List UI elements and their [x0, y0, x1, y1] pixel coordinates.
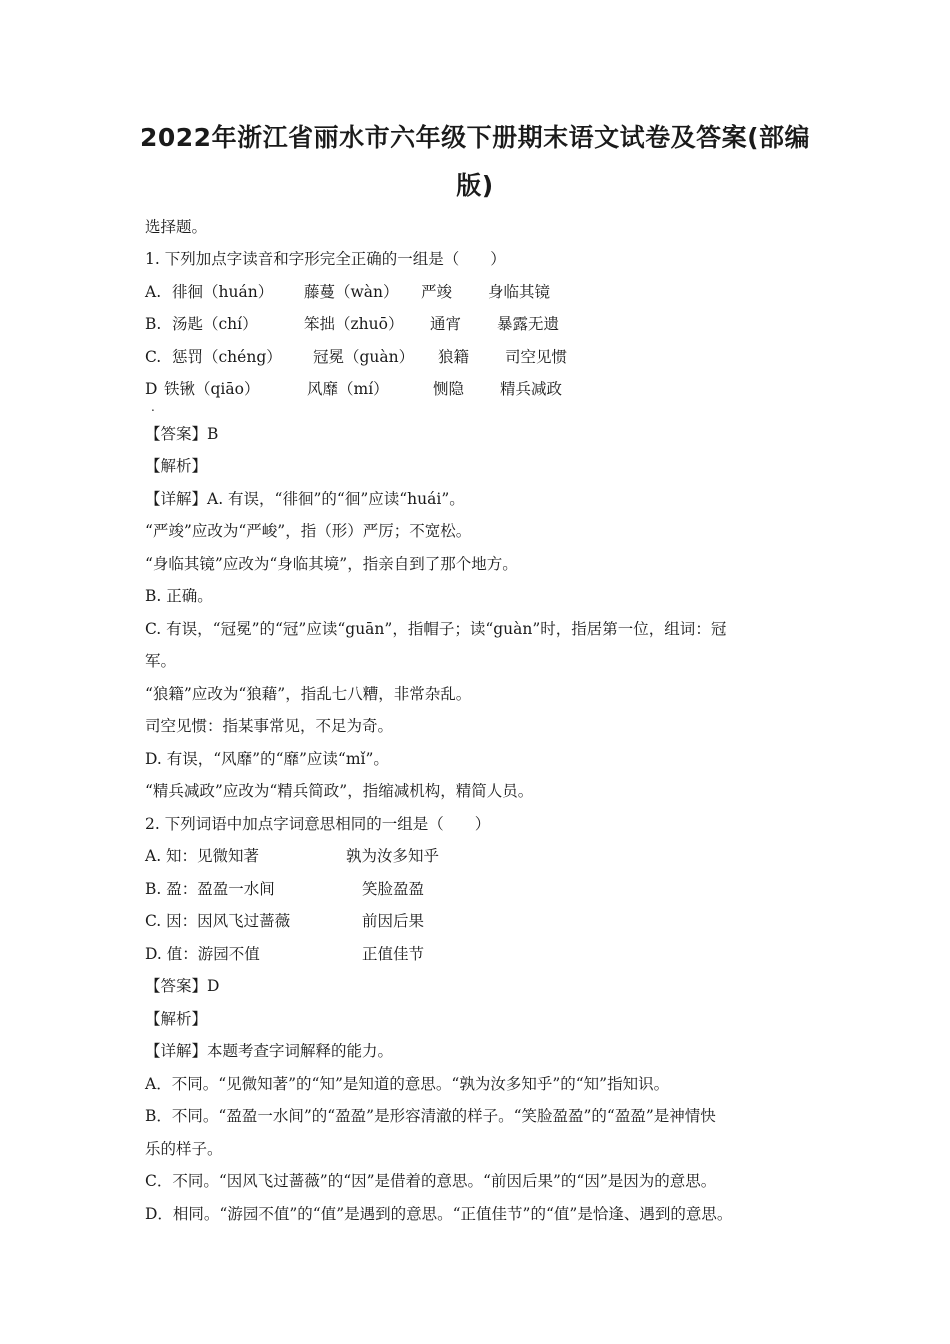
question-2-answer: 【答案】D: [145, 977, 220, 995]
option-label: C.: [145, 348, 162, 366]
option-item: 风靡（mí）: [307, 380, 389, 398]
question-1-detail: “狼籍”应改为“狼藉”，指乱七八糟，非常杂乱。: [145, 685, 472, 703]
option-item: 汤匙（chí）: [172, 315, 258, 333]
option-item: 严竣: [421, 283, 453, 301]
option-item: 惩罚（chéng）: [172, 348, 282, 366]
option-item: 冠冕（guàn）: [313, 348, 415, 366]
question-1-detail: 军。: [145, 652, 177, 670]
question-1-detail: “身临其镜”应改为“身临其境”，指亲自到了那个地方。: [145, 555, 518, 573]
option-item: 狼籍: [438, 348, 470, 366]
option-item: 身临其镜: [488, 283, 551, 301]
question-2-detail: D．相同。“游园不值”的“值”是遇到的意思。“正值佳节”的“值”是恰逢、遇到的意思。: [145, 1205, 733, 1223]
question-2-stem: 2. 下列词语中加点字词意思相同的一组是（ ）: [145, 815, 491, 833]
question-1-answer: 【答案】B: [145, 425, 219, 443]
option-item: 铁锹（qiāo）: [164, 380, 260, 398]
option-item: 笨拙（zhuō）: [304, 315, 404, 333]
question-1-analysis-label: 【解析】: [145, 457, 208, 475]
option-item: 徘徊（huán）: [172, 283, 274, 301]
option-item: 恻隐: [433, 380, 465, 398]
option-pair: 孰为汝多知乎: [346, 847, 440, 865]
question-2-detail: C．不同。“因风飞过蔷薇”的“因”是借着的意思。“前因后果”的“因”是因为的意思。: [145, 1172, 717, 1190]
stray-dot: .: [151, 400, 155, 414]
section-heading: 选择题。: [145, 218, 208, 236]
option-label: C. 因：因风飞过蔷薇: [145, 912, 291, 930]
question-1-detail: B. 正确。: [145, 587, 213, 605]
question-1-detail: “严竣”应改为“严峻”，指（形）严厉；不宽松。: [145, 522, 472, 540]
question-1-detail: “精兵减政”应改为“精兵简政”，指缩减机构，精简人员。: [145, 782, 534, 800]
option-label: D. 值：游园不值: [145, 945, 260, 963]
question-1-detail: 【详解】A. 有误，“徘徊”的“徊”应读“huái”。: [145, 490, 465, 508]
question-2-analysis-label: 【解析】: [145, 1010, 208, 1028]
option-label: A. 知：见微知著: [145, 847, 260, 865]
option-item: 精兵减政: [500, 380, 563, 398]
question-2-detail: 乐的样子。: [145, 1140, 223, 1158]
option-pair: 正值佳节: [362, 945, 425, 963]
option-label: D: [145, 380, 158, 398]
question-1-detail: C. 有误，“冠冕”的“冠”应读“guān”，指帽子；读“guàn”时，指居第一位，组词：冠: [145, 620, 727, 638]
option-label: A.: [145, 283, 162, 301]
option-item: 藤蔓（wàn）: [304, 283, 399, 301]
option-label: B.: [145, 315, 162, 333]
option-item: 通宵: [430, 315, 462, 333]
question-2-detail: A．不同。“见微知著”的“知”是知道的意思。“孰为汝多知乎”的“知”指知识。: [145, 1075, 670, 1093]
page-title-continued: 版): [456, 171, 494, 200]
page-title: 2022年浙江省丽水市六年级下册期末语文试卷及答案(部编: [139, 123, 810, 152]
question-2-detail: B．不同。“盈盈一水间”的“盈盈”是形容清澈的样子。“笑脸盈盈”的“盈盈”是神情快: [145, 1107, 716, 1125]
option-item: 司空见惯: [505, 348, 568, 366]
option-pair: 笑脸盈盈: [362, 880, 425, 898]
option-label: B. 盈：盈盈一水间: [145, 880, 275, 898]
option-item: 暴露无遗: [497, 315, 560, 333]
question-1-detail: D. 有误，“风靡”的“靡”应读“mǐ”。: [145, 750, 389, 768]
option-pair: 前因后果: [362, 912, 425, 930]
question-1-stem: 1. 下列加点字读音和字形完全正确的一组是（ ）: [145, 250, 506, 268]
question-1-detail: 司空见惯：指某事常见，不足为奇。: [145, 717, 394, 735]
question-2-detail: 【详解】本题考查字词解释的能力。: [145, 1042, 394, 1060]
